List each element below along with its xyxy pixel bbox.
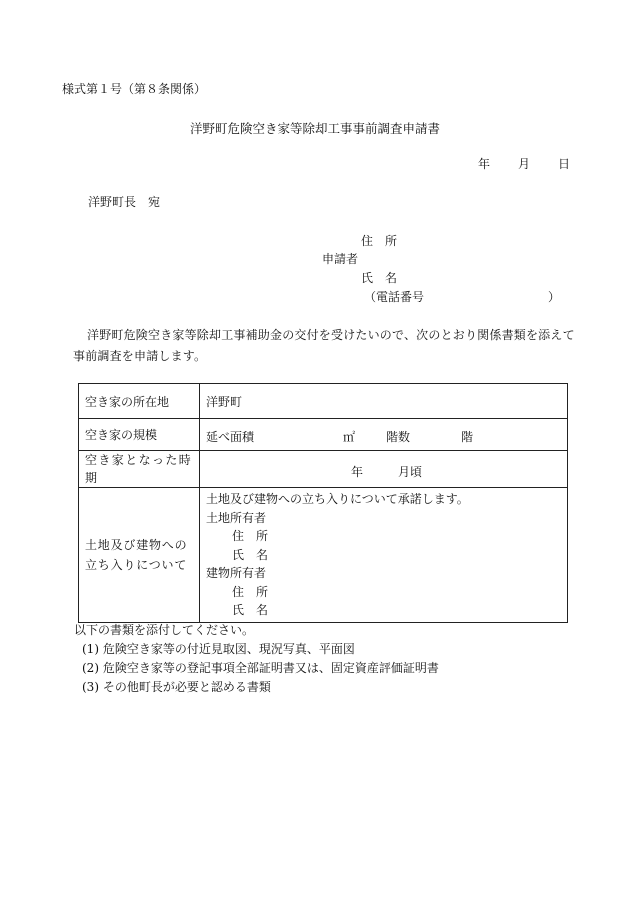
floors-unit: 階 [461, 430, 474, 444]
scale-value-cell [200, 419, 568, 451]
building-owner-address-label: 住 所 [232, 584, 269, 599]
table-row-vacant-since [79, 451, 568, 488]
land-owner-name-label: 氏 名 [232, 547, 269, 562]
applicant-name-label: 氏 名 [361, 271, 398, 285]
entry-value-cell [200, 488, 568, 623]
entry-consent-text: 土地及び建物への立ち入りについて承諾します。 [206, 492, 469, 506]
vacant-since-label: 空き家となった時期 [79, 451, 200, 488]
building-owner-name-label: 氏 名 [232, 603, 269, 617]
applicant-phone-close: ） [548, 290, 561, 304]
table-row-entry-consent [79, 488, 568, 623]
building-owner-label: 建物所有者 [206, 566, 267, 580]
application-body-text: 洋野町危険空き家等除却工事補助金の交付を受けたいので、次のとおり関係書類を添えて事前調査を申請します。 [73, 328, 575, 363]
document-title: 洋野町危険空き家等除却工事事前調査申請書 [189, 121, 440, 136]
table-row-location [79, 384, 568, 419]
applicant-label: 申請者 [322, 252, 359, 266]
floors-label: 階数 [386, 430, 411, 444]
attachment-item: (3) その他町長が必要と認める書類 [82, 680, 271, 694]
location-label: 空き家の所在地 [79, 384, 200, 419]
date-line [478, 158, 570, 170]
vacant-month: 月頃 [398, 465, 423, 479]
area-unit: ㎡ [343, 430, 356, 444]
table-row-scale [79, 419, 568, 451]
application-info-table [78, 383, 568, 623]
entry-label: 土地及び建物への立ち入りについて [79, 488, 200, 623]
form-number: 様式第１号（第８条関係） [62, 82, 207, 96]
attachment-item: (2) 危険空き家等の登記事項全部証明書又は、固定資産評価証明書 [82, 661, 439, 675]
date-month: 月 [518, 157, 531, 171]
land-owner-address-label: 住 所 [232, 529, 269, 543]
vacant-year: 年 [351, 465, 364, 479]
attachments-heading: 以下の書類を添付してください。 [74, 623, 255, 637]
attachment-item: (1) 危険空き家等の付近見取図、現況写真、平面図 [82, 642, 355, 656]
vacant-since-value-cell [200, 451, 568, 488]
location-value: 洋野町 [200, 384, 568, 419]
applicant-phone-label: （電話番号 [364, 290, 425, 304]
applicant-address-label: 住 所 [361, 234, 398, 248]
date-year: 年 [478, 157, 491, 171]
scale-label: 空き家の規模 [79, 419, 200, 451]
date-day: 日 [558, 157, 571, 171]
floor-area-label: 延べ面積 [206, 430, 255, 444]
addressee: 洋野町長 宛 [88, 195, 161, 209]
land-owner-label: 土地所有者 [206, 510, 267, 525]
